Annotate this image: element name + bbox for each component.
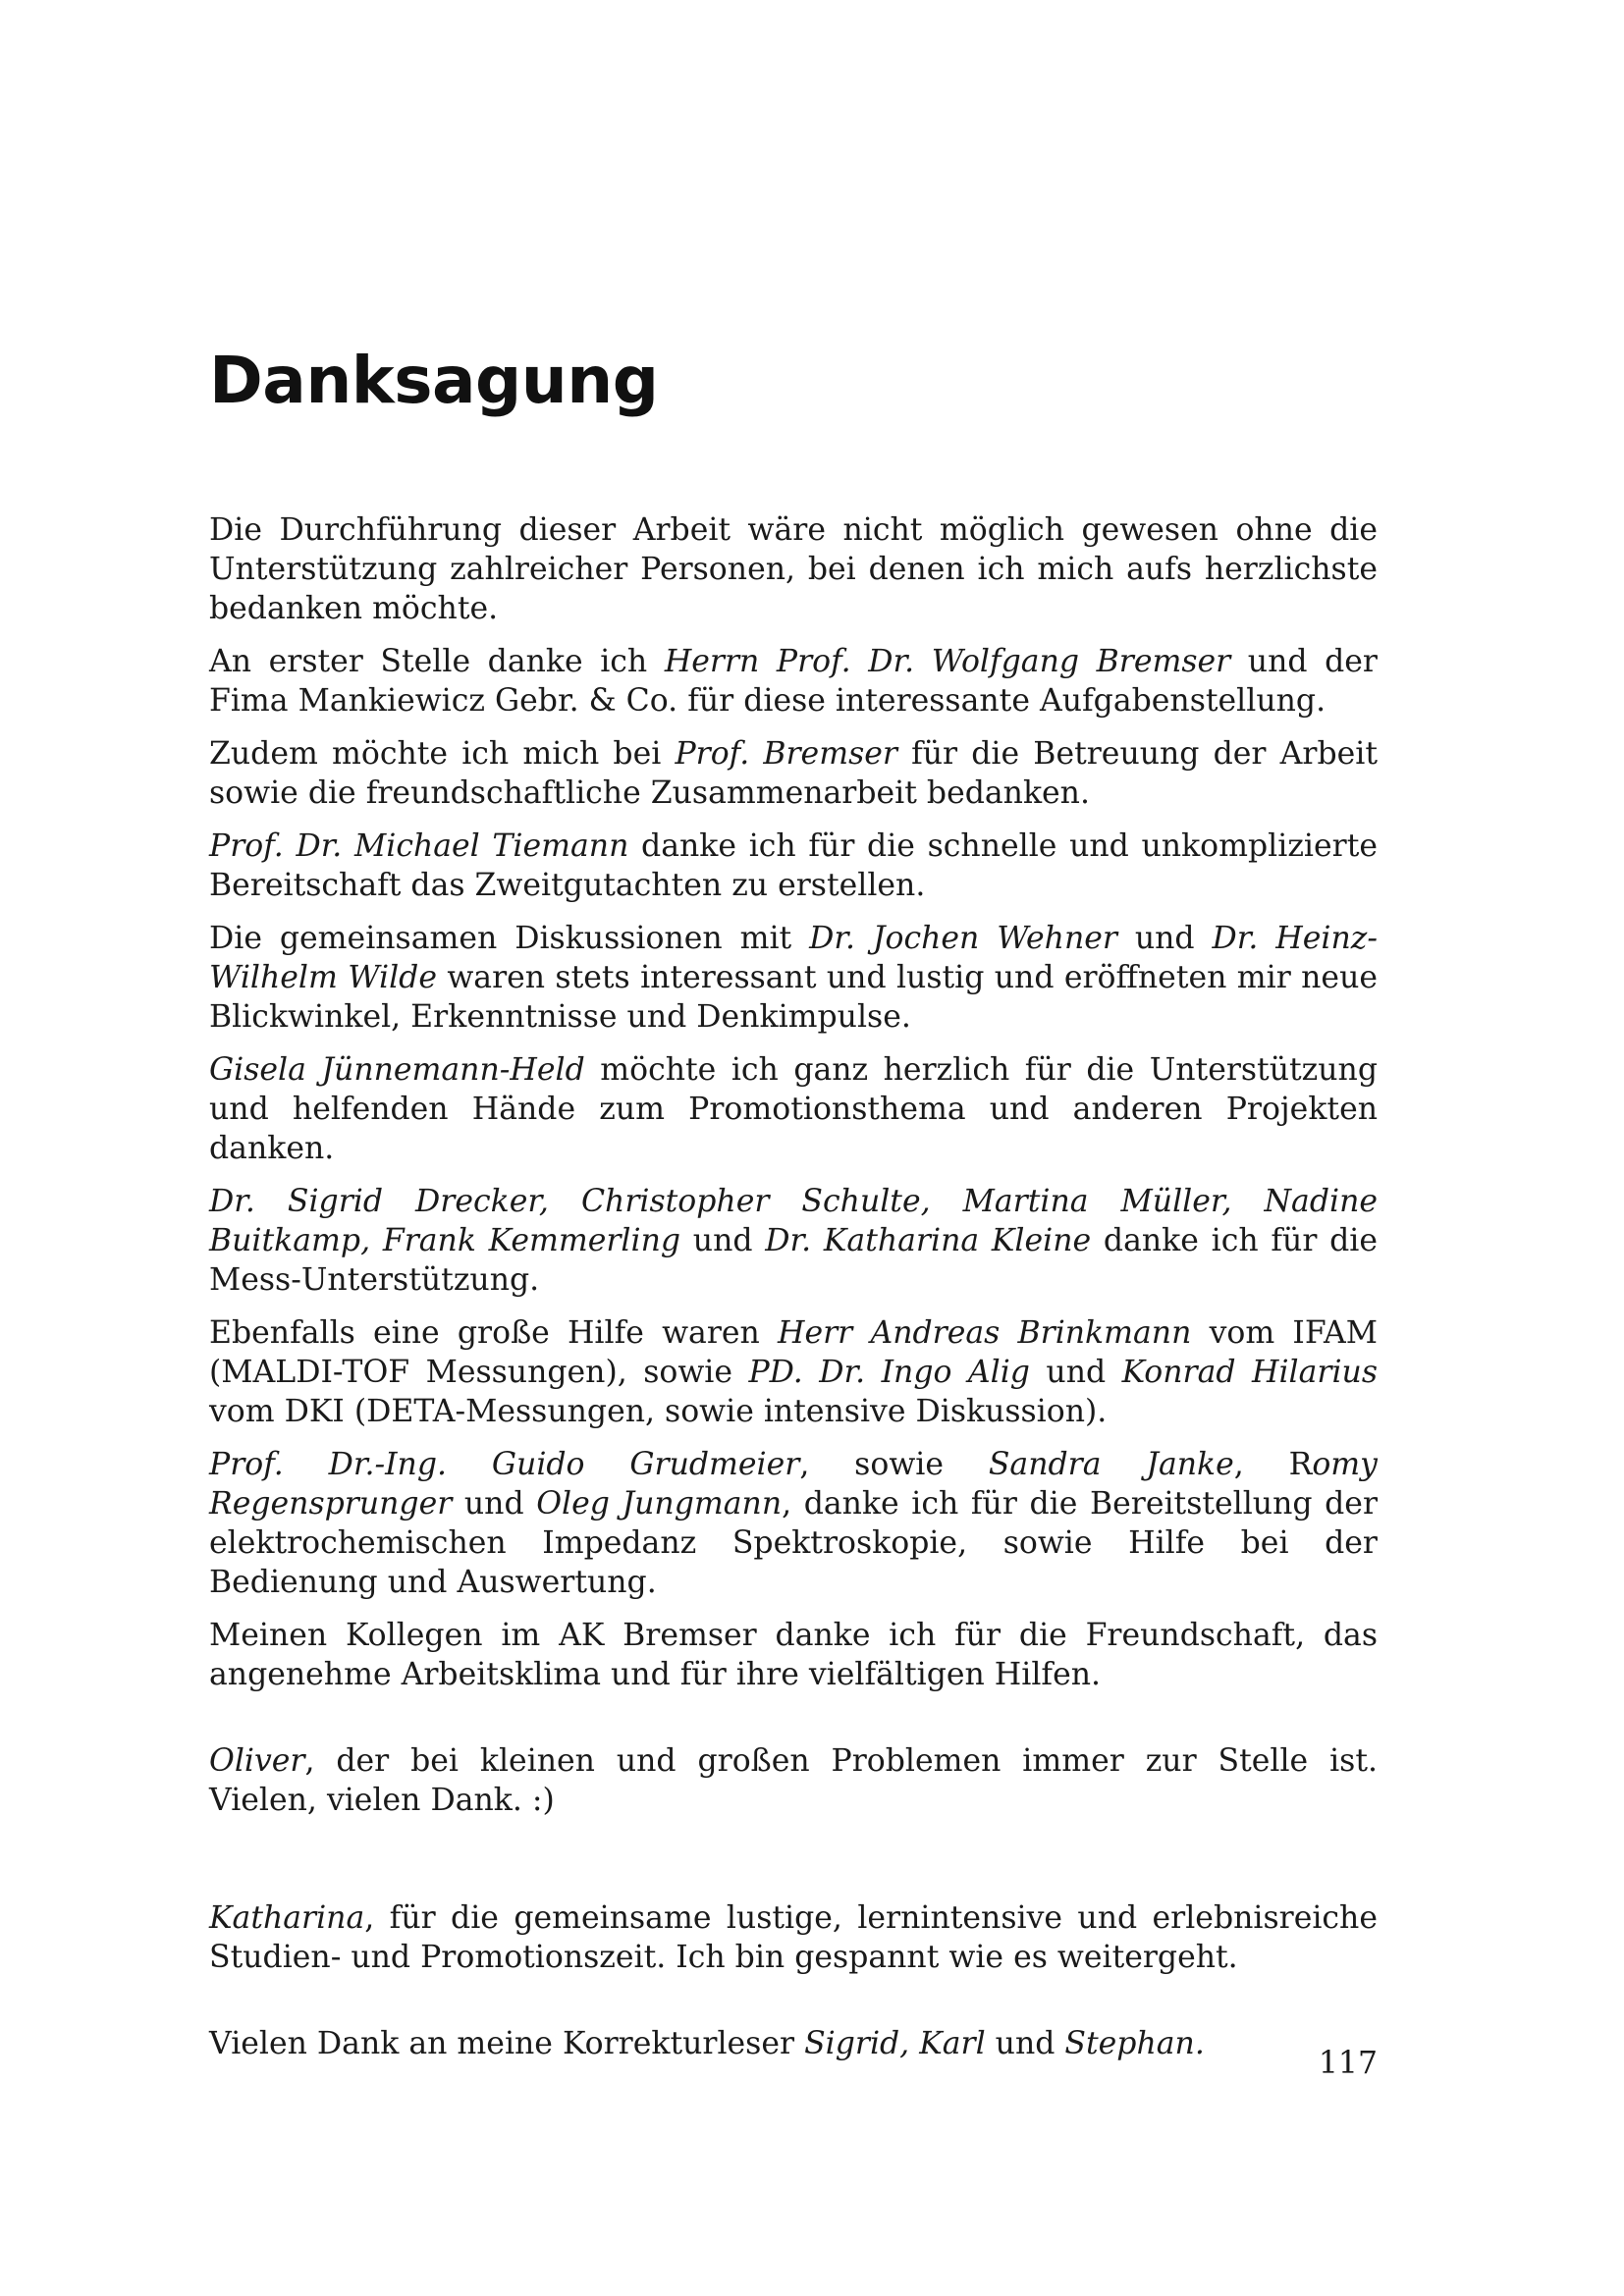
paragraph-text: , R (1233, 1447, 1313, 1482)
person-name: Dr. Heinz-Wilhelm Wilde (209, 921, 1379, 995)
person-name: Herr Andreas Brinkmann (778, 1315, 1192, 1351)
paragraph-text: für die Betreuung der Arbeit sowie die freundschaftliche Zusammenarbeit bedanken. (209, 736, 1378, 811)
paragraph-text: An erster Stelle danke ich (209, 644, 665, 679)
person-name: Oleg Jungmann (536, 1486, 783, 1522)
paragraph-text: danke ich für die Mess-Unterstützung. (209, 1223, 1379, 1298)
person-name: Dr. Jochen Wehner (809, 921, 1117, 956)
paragraph-text: Die gemeinsamen Diskussionen mit (209, 921, 810, 956)
person-name: Dr. Sigrid Drecker, Christopher Schulte, Martina Müller, Nadine Buitkamp, Frank Kemmerling (209, 1184, 1378, 1258)
person-name: Oliver (209, 1743, 305, 1779)
paragraph-text: danke ich für die schnelle und unkomplizierte Bereitschaft das Zweitgutachten zu erstellen. (209, 828, 1378, 903)
paragraph-text: und (1029, 1355, 1122, 1390)
paragraph-text: , für die gemeinsame lustige, lernintensive und erlebnisreiche Studien- und Promotionszeit. Ich bin gespannt wie es weitergeht. (209, 1900, 1378, 1975)
paragraph (209, 2024, 1378, 2063)
person-name: PD. Dr. Ingo Alig (748, 1355, 1030, 1390)
acknowledgements-body (209, 510, 1378, 2077)
person-name: omy Regensprunger (209, 1447, 1378, 1522)
person-name: Konrad Hilarius (1121, 1355, 1378, 1390)
paragraph-text: vom DKI (DETA-Messungen, sowie intensive Diskussion). (209, 1394, 1108, 1429)
paragraph-text: Ebenfalls eine große Hilfe waren (209, 1315, 779, 1351)
person-name: Katharina (209, 1900, 365, 1936)
page-number: 117 (1318, 2046, 1378, 2081)
paragraph-text: Die Durchführung dieser Arbeit wäre nicht möglich gewesen ohne die Unterstützung zahlreicher Personen, bei denen ich mich aufs herzlichste bedanken möchte. (209, 512, 1378, 626)
paragraph-text: und (680, 1223, 766, 1258)
person-name: Herrn Prof. Dr. Wolfgang Bremser (664, 644, 1231, 679)
paragraph-text: und (452, 1486, 537, 1522)
paragraph-text: waren stets interessant und lustig und eröffneten mir neue Blickwinkel, Erkenntnisse und Denkimpulse. (209, 960, 1378, 1035)
paragraph-text: vom IFAM (MALDI-TOF Messungen), sowie (209, 1315, 1378, 1390)
paragraph-text: , sowie (799, 1447, 989, 1482)
paragraph-text: Meinen Kollegen im AK Bremser danke ich für die Freundschaft, das angenehme Arbeitsklima und für ihre vielfältigen Hilfen. (209, 1618, 1378, 1692)
paragraph (209, 510, 1378, 628)
page-title: Danksagung (209, 343, 659, 418)
person-name: Sigrid, Karl (804, 2026, 986, 2061)
paragraph (209, 1741, 1378, 1820)
paragraph-text: , danke ich für die Bereitstellung der elektrochemischen Impedanz Spektroskopie, sowie Hilfe bei der Bedienung und Auswertung. (209, 1486, 1379, 1600)
paragraph (209, 1182, 1378, 1300)
paragraph (209, 1616, 1378, 1694)
paragraph (209, 1050, 1378, 1168)
paragraph (209, 1898, 1378, 1977)
paragraph-text: und (1116, 921, 1213, 956)
paragraph (209, 919, 1378, 1037)
person-name: Sandra Janke (988, 1447, 1234, 1482)
person-name: Prof. Bremser (675, 736, 897, 772)
paragraph (209, 642, 1378, 721)
person-name: Gisela Jünnemann-Held (209, 1052, 585, 1088)
person-name: Prof. Dr.-Ing. Guido Grudmeier (209, 1447, 800, 1482)
paragraph-text: und (985, 2026, 1065, 2061)
person-name: Prof. Dr. Michael Tiemann (209, 828, 629, 864)
paragraph (209, 827, 1378, 905)
paragraph (209, 1313, 1378, 1431)
person-name: Dr. Katharina Kleine (765, 1223, 1092, 1258)
paragraph-text: Vielen Dank an meine Korrekturleser (209, 2026, 805, 2061)
paragraph (209, 734, 1378, 813)
person-name: Stephan. (1064, 2026, 1205, 2061)
paragraph-text: und der Fima Mankiewicz Gebr. & Co. für diese interessante Aufgabenstellung. (209, 644, 1378, 719)
paragraph-text: , der bei kleinen und großen Problemen immer zur Stelle ist. Vielen, vielen Dank. :) (209, 1743, 1378, 1818)
paragraph-text: Zudem möchte ich mich bei (209, 736, 676, 772)
paragraph-text: möchte ich ganz herzlich für die Unterstützung und helfenden Hände zum Promotionsthema und anderen Projekten danken. (209, 1052, 1378, 1166)
paragraph (209, 1445, 1378, 1602)
